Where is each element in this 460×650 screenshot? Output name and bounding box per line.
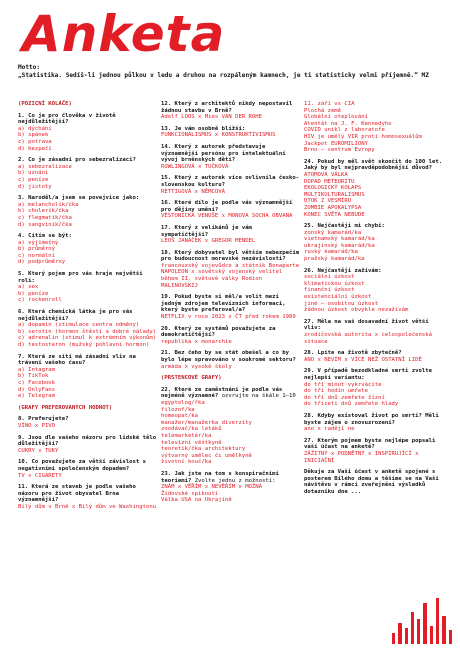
answer-option: homeopat/ka	[161, 413, 199, 420]
question-text: 26. Nejčastěji zažívám:	[304, 267, 382, 274]
question-text: 12. Který z architektů nikdy nepostavil žádnou stavbu v Brně?	[161, 101, 293, 114]
question-text: 15. Který z autorek více ovlivnila česko-slovenskou kulturu?	[161, 175, 300, 188]
answer-option: ruský kamarád/ka	[304, 249, 358, 256]
answer-option: d) testosteron (mužský pohlavní hormon)	[18, 342, 150, 348]
question-block	[161, 387, 300, 466]
question-block	[161, 471, 300, 504]
answer-option: egyptolog/řka	[161, 399, 205, 406]
answer-option: RETTIGOVÁ x NĚMCOVÁ	[161, 188, 225, 195]
column-2	[161, 101, 304, 515]
answer-option: NETFLIX v roce 2023 x ČT před rokem 1989	[161, 314, 296, 321]
answer-option: a) dopamin (stimulace centra odměny)	[18, 322, 140, 329]
answer-option: ZÁŽITNÝ x PODNĚTNÝ x INSPIRUJÍCÍ x INICIAČNÍ	[304, 450, 419, 464]
decorative-bar	[449, 630, 452, 644]
question-text: 22. Které ze zaměstnání je podle vás nejméně významné? ozvrujte na škále 1–10	[161, 386, 296, 400]
section-heading: (GRAFY PREFEROVANÝCH HODNOT)	[18, 404, 113, 411]
question-text: 19. Pokud byste si měl/a volit mezi jedným zdrojem televizních informací, který byste preferoval/a?	[161, 294, 286, 314]
answer-option: b) peníze	[18, 290, 49, 297]
decorative-bar	[442, 616, 445, 644]
column-3	[304, 101, 447, 515]
answer-option: Atentát na J. F. Kennedyho	[304, 120, 392, 127]
decorative-bar	[417, 619, 420, 644]
answer-option: zonský kamarád/ka	[304, 229, 362, 236]
question-block	[304, 101, 443, 154]
answer-option: do tří dnů zemřete žízní	[304, 394, 385, 401]
question-text: Děkuje za Vaši účast v anketě spojené s posterem Bílého domu a těšíme se na Vaši návštěvu v rámci zveřejnění výsledků dotazníku dne ...	[304, 469, 439, 495]
question-block	[161, 126, 300, 139]
answer-option: CUKRY x TUKY	[18, 447, 59, 454]
question-text: 5. Který pojem pro vás hraje největší roli:	[18, 271, 143, 284]
question-block	[18, 113, 157, 153]
decorative-bar	[392, 633, 395, 645]
answer-option: d) sangvinik/čka	[18, 221, 72, 228]
answer-option: EKOLOGICKÝ KOLAPS	[304, 185, 362, 192]
answer-option: zrodičovská autorita x celospolečenská situace	[304, 332, 432, 345]
question-block	[161, 294, 300, 320]
answer-option: d) jistoty	[18, 183, 52, 190]
question-text: 16. Které dílo je podle vás významnější pro dějiny umění?	[161, 200, 293, 213]
question-block	[304, 223, 443, 263]
column-1	[18, 101, 161, 515]
question-text: 24. Pokud by měl svět skončit do 100 let. Jaký by byl nejpravděpodobnější důvod?	[304, 158, 443, 172]
answer-option: DOPAD METEORITU	[304, 178, 355, 185]
answer-option: c) flegmatik/čka	[18, 214, 72, 221]
decorative-bar	[436, 598, 439, 644]
question-text: 20. Který ze systémů považujete za demokratičtější?	[161, 325, 276, 339]
question-block	[18, 484, 157, 510]
answer-option: b) serotin (hormon štěstí a dobré nálady)	[18, 328, 157, 335]
question-block	[18, 459, 157, 479]
answer-option: c) potrava	[18, 138, 52, 145]
question-block	[18, 354, 157, 400]
answer-option: do třiceti dnů zemřete hlady	[304, 401, 399, 408]
answer-option: ZNÁM x VĚŘÍM x NEVĚŘÍM x MOŽNÁ	[161, 484, 263, 491]
question-columns	[18, 101, 448, 515]
answer-option: ATOMOVÁ VÁLKA	[304, 171, 348, 178]
answer-option: Plochá země	[304, 107, 342, 114]
question-block	[161, 175, 300, 195]
question-block	[304, 438, 443, 464]
answer-option: filozof/ka	[161, 406, 195, 413]
answer-option: klimatickou úzkost	[304, 280, 365, 287]
answer-option: televizní věštkyně	[161, 439, 222, 446]
answer-option: a) sebezralizace	[18, 163, 72, 170]
question-block	[161, 225, 300, 245]
question-block	[304, 413, 443, 433]
answer-option: b) cholerik/čka	[18, 208, 69, 215]
motto-text: „Statistika. Sedíš-li jednou půlkou v ledu a druhou na rozpáleným kamnech, je ti statisticky velmi příjemně.“ MZ	[18, 72, 429, 79]
question-block	[161, 200, 300, 220]
answer-option: jiné – osobitou úzkost	[304, 300, 379, 307]
motto	[18, 64, 448, 80]
question-text: 10. Co považujete za větší závislost s negativnímí společenským dopadem?	[18, 459, 146, 472]
question-text: 23. Jak jste na tom s konspiračními teoriemi? Zvolte jednu z možností:	[161, 470, 279, 484]
decorative-bar	[423, 603, 426, 644]
answer-option: 11. září vs CIA	[304, 101, 355, 107]
answer-option: telemarketér/ka	[161, 432, 212, 439]
motto-label: Motto:	[18, 64, 41, 71]
answer-option: armáda x vysoké školy	[161, 363, 232, 370]
question-block	[18, 101, 157, 108]
question-text: 14. Který z autorek představuje významnější persónu pro intelektuální vývoj brněnských dětí?	[161, 143, 286, 164]
answer-option: zoodávač/ka letáků	[161, 426, 222, 433]
question-block	[304, 268, 443, 314]
answer-option: Adolf LOOS x Mies VAN DER ROHE	[161, 114, 263, 121]
question-block	[304, 350, 443, 363]
question-block	[18, 416, 157, 429]
question-block	[161, 326, 300, 346]
answer-option: ROWLINGOVÁ x TUČKOVÁ	[161, 163, 229, 170]
answer-option: c) peníze	[18, 176, 49, 183]
answer-option: c) Facebook	[18, 379, 56, 386]
question-text: 4. Cítím se být:	[18, 233, 72, 240]
answer-option: teoretik/čka architektury	[161, 446, 246, 453]
question-text: 21. Bez čeho by se stát obešel a co by bylo lépe spravováno v soukromé sektoru?	[161, 350, 296, 363]
answer-option: b) spánek	[18, 132, 49, 139]
answer-option: VĚSTONICKÁ VENUŠE x MONOVA SOCHA OBVANA	[161, 213, 293, 220]
question-text: 9. Jsou dle vašeho názoru pro lidské tělo důležitější?	[18, 434, 157, 448]
question-block	[18, 157, 157, 190]
answer-option: ANO x NEVÍM x VÍCE NEŽ OSTATNÍ LIDÉ	[304, 356, 422, 363]
answer-option: finanční úzkost	[304, 287, 355, 294]
question-block	[304, 319, 443, 345]
question-text: 27. Kterým pojmem byste nejlépe popsali vaší účast na anketě?	[304, 437, 436, 451]
question-text: 1. Co je pro člověka v životě nejdůležitější?	[18, 112, 116, 126]
answer-option: a) melancholik/čka	[18, 201, 79, 208]
answer-option: d) bezpečí	[18, 145, 52, 152]
question-text: 29. V případě bezodkladné smrti zvolte nejlepší variantu:	[304, 368, 432, 381]
poster-title: Anketa	[22, 5, 226, 63]
question-instruction: ozvrujte na škále 1–10	[221, 393, 296, 400]
question-text: 25. Nejčastěji mi chybí:	[304, 223, 385, 230]
question-text: 6. Která chemická látka je pro vás nejdůležitější?	[18, 309, 133, 322]
answer-option: do tří minut vykrvácíte	[304, 381, 382, 388]
answer-option: Brno – centrum Evropy	[304, 147, 375, 154]
question-text: 2. Co je zásadní pro sebezralizaci?	[18, 157, 136, 164]
answer-option: francouzský vojevůdce a státník Bonaparte NAPOLEON x sovětský vojenský velitel během II. světové války Rodion MALINOVSKIJ	[161, 262, 300, 289]
section-heading: (POZICNÍ KOLÁČE)	[18, 101, 72, 107]
answer-option: c) rockenroll	[18, 297, 62, 304]
answer-option: TV x CIGARETY	[18, 472, 62, 479]
answer-option: manažer/manažerka diverzity	[161, 419, 252, 426]
question-block	[18, 195, 157, 228]
decorative-bar	[405, 628, 408, 644]
answer-option: COVID unikl z laboratoře	[304, 127, 385, 134]
question-instruction: Zvolte jednu z možností:	[194, 477, 276, 484]
question-text: 28. Kdyby existoval život po smrti? Měli byste zájem o znovuzrození?	[304, 412, 439, 426]
question-text: 8. Preferujete?	[18, 416, 69, 423]
decorative-bar	[430, 626, 433, 644]
question-block	[161, 101, 300, 121]
question-text: 13. Je vám osobně bližší:	[161, 125, 246, 132]
answer-option: KONEC SVĚTA NEBUDE	[304, 211, 365, 218]
question-text: 7. Která ze sítí má zásadní vliv na trávení vašeho času?	[18, 353, 136, 367]
answer-option: ukrajinský kamarád/ka	[304, 242, 375, 249]
answer-option: Globální oteplování	[304, 114, 368, 121]
question-block	[304, 368, 443, 408]
answer-option: ano x radějí ne	[304, 426, 355, 433]
answer-option: e) Telegram	[18, 393, 56, 400]
answer-option: a) výjimečný	[18, 239, 59, 246]
answer-option: Bílý dům v Brně x Bílý dům ve Washingtonu	[18, 503, 157, 510]
answer-option: žádnou úzkost obvykle nezažívám	[304, 307, 409, 314]
answer-option: vietnamský kamarád/ka	[304, 236, 375, 243]
answer-option: VÍNO x PIVO	[18, 422, 56, 429]
answer-option: ÚTOK Z VESMÍRU	[304, 198, 352, 205]
question-text: 11. Která ze staveb je podle vašeho názoru pro život obyvatel Brna významnější?	[18, 484, 136, 504]
question-block	[161, 250, 300, 290]
answer-option: d) podprůměrný	[18, 259, 66, 266]
answer-option: Jackpot EUROMILIONY	[304, 140, 368, 147]
answer-option: sociální úzkost	[304, 274, 355, 281]
decorative-bar	[411, 612, 414, 644]
question-block	[18, 405, 157, 412]
answer-option: b) průměrný	[18, 246, 56, 253]
answer-option: a) sex	[18, 284, 39, 291]
answer-option: životní kouč/ka	[161, 459, 212, 466]
answer-option: LEOŠ JANÁČEK x GREGOR MENDEL	[161, 238, 256, 245]
answer-option: pražský kamarád/ka	[304, 256, 365, 263]
question-block	[304, 159, 443, 218]
answer-option: ZOMBIE APOKALYPSA	[304, 204, 362, 211]
answer-option: republika x monarchie	[161, 338, 232, 345]
decorative-bar	[398, 623, 401, 644]
decorative-bar-chart	[392, 598, 452, 644]
question-block	[18, 233, 157, 266]
answer-option: c) normální	[18, 252, 56, 259]
question-block	[18, 271, 157, 304]
question-block	[161, 144, 300, 170]
answer-option: Židovské spiknutí	[161, 490, 219, 497]
answer-option: c) adrenalin (stimul k extrémním výkonům)	[18, 335, 157, 342]
question-block	[161, 350, 300, 370]
question-block	[304, 469, 443, 495]
question-text: 28. Lpíte na životě zbytečně?	[304, 350, 402, 357]
answer-option: existenciální úzkost	[304, 294, 372, 301]
answer-option: výtvarný umělec či umělkyně	[161, 452, 252, 459]
question-text: 18. Který dobyvatel byl větším nebezpečím pro budoucnost moravské nezávislosti?	[161, 249, 300, 263]
question-text: 27. Měla na vaš dosavadní život větší vliv:	[304, 318, 429, 332]
question-block	[18, 309, 157, 349]
question-text: 3. Naroděl/a jsem se povejvice jako:	[18, 195, 140, 202]
answer-option: Válka USA na Ukrajině	[161, 497, 232, 504]
question-block	[18, 435, 157, 455]
answer-option: HIV je umělý VIR proti homosexuálům	[304, 133, 422, 140]
answer-option: a) Intagram	[18, 366, 56, 373]
answer-option: d) OnlyFans	[18, 386, 56, 393]
answer-option: a) dýchání	[18, 125, 52, 132]
answer-option: FUNKCIONALISMUS x KONSTRUKTIVISMUS	[161, 132, 276, 139]
answer-option: do tří hodin umřete	[304, 388, 368, 395]
answer-option: MULTIKULTURALISMUS	[304, 191, 365, 198]
section-heading: (PRSTENCOVÉ GRAFY)	[161, 375, 222, 382]
question-block	[161, 375, 300, 382]
question-text: 17. Který z velikánů je vám sympatičtější?	[161, 224, 252, 238]
answer-option: b) uznání	[18, 170, 49, 177]
answer-option: b) TikTok	[18, 373, 49, 380]
